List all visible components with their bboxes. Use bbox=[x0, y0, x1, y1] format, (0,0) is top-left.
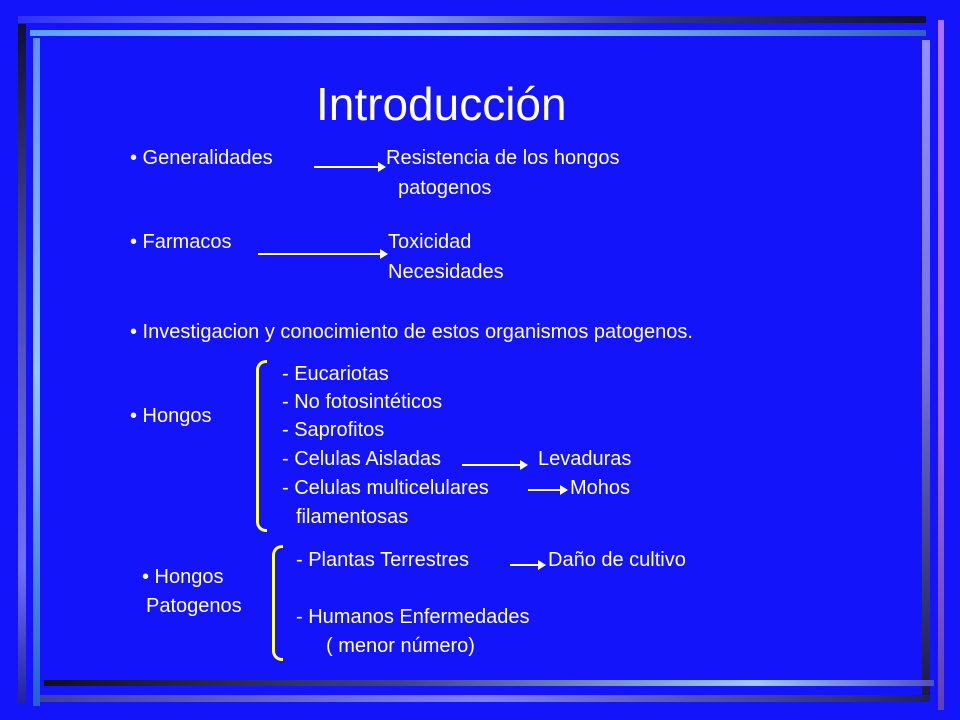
menor-text: ( menor número) bbox=[326, 635, 475, 657]
plantas-text: - Plantas Terrestres bbox=[296, 549, 470, 571]
bullet-generalidades: • Generalidades bbox=[130, 147, 273, 169]
levaduras-text: Levaduras bbox=[538, 448, 632, 470]
frame-bar bbox=[44, 680, 934, 686]
mohos-text: Mohos bbox=[570, 477, 631, 499]
arrow-icon bbox=[510, 560, 546, 570]
bullet-hongos: • Hongos bbox=[130, 405, 212, 427]
toxicidad-text: Toxicidad bbox=[388, 231, 472, 253]
arrow-icon bbox=[462, 460, 528, 470]
frame-bar bbox=[18, 24, 26, 704]
list-item: filamentosas bbox=[296, 506, 409, 528]
resistencia-text: Resistencia de los hongos bbox=[386, 147, 620, 169]
frame-bar bbox=[938, 20, 944, 710]
bullet-investigacion: • Investigacion y conocimiento de estos organismos patogenos. bbox=[130, 321, 693, 343]
arrow-icon bbox=[528, 485, 568, 495]
dano-text: Daño de cultivo bbox=[548, 549, 686, 571]
arrow-icon bbox=[314, 162, 386, 172]
bullet-farmacos: • Farmacos bbox=[130, 231, 232, 253]
bullet-hongos-patogenos: • Hongos bbox=[142, 566, 224, 588]
arrow-icon bbox=[258, 249, 388, 259]
frame-bar bbox=[922, 40, 930, 700]
list-item: - Saprofitos bbox=[282, 419, 385, 441]
frame-bar bbox=[33, 38, 40, 706]
humanos-text: - Humanos Enfermedades bbox=[296, 606, 530, 628]
frame-bar bbox=[30, 30, 926, 36]
list-item: - Celulas multicelulares bbox=[282, 477, 489, 499]
frame-bar bbox=[40, 695, 930, 702]
bracket-icon bbox=[256, 360, 267, 532]
slide-title: Introducción bbox=[316, 78, 567, 130]
resistencia-text-2: patogenos bbox=[398, 177, 492, 199]
list-item: - No fotosintéticos bbox=[282, 391, 443, 413]
list-item: - Celulas Aisladas bbox=[282, 448, 441, 470]
necesidades-text: Necesidades bbox=[388, 261, 504, 283]
bracket-icon bbox=[272, 545, 283, 661]
frame-bar bbox=[18, 16, 926, 23]
hongos-patogenos-label: Patogenos bbox=[146, 595, 242, 617]
list-item: - Eucariotas bbox=[282, 363, 389, 385]
